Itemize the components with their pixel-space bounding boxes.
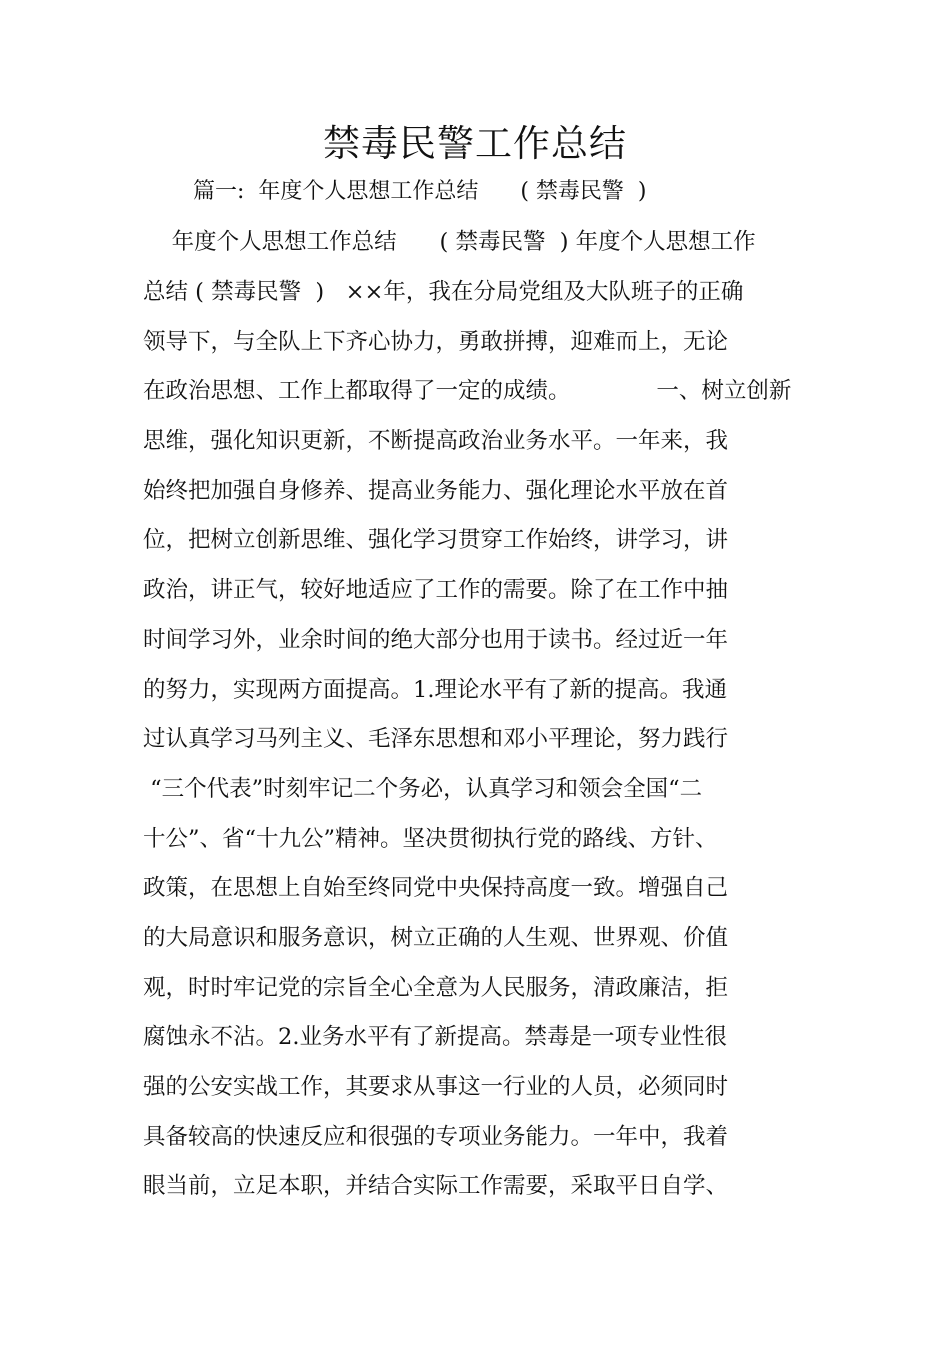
body-line: 强的公安实战工作，其要求从事这一行业的人员，必须同时: [143, 1074, 729, 1100]
body-line: 十公”、省“十九公”精神。坚决贯彻执行党的路线、方针、: [143, 826, 718, 852]
body-line: 始终把加强自身修养、提高业务能力、强化理论水平放在首: [143, 478, 729, 504]
body-line: 政策，在思想上自始至终同党中央保持高度一致。增强自己: [143, 875, 729, 901]
body-line: 眼当前，立足本职，并结合实际工作需要，采取平日自学、: [143, 1173, 729, 1199]
body-line: 政治，讲正气，较好地适应了工作的需要。除了在工作中抽: [143, 577, 729, 603]
body-line: 位，把树立创新思维、强化学习贯穿工作始终，讲学习，讲: [143, 527, 729, 553]
body-line: 观，时时牢记党的宗旨全心全意为人民服务，清政廉洁，拒: [143, 975, 729, 1001]
body-line: 思维，强化知识更新，不断提高政治业务水平。一年来，我: [143, 428, 729, 454]
body-line: 领导下，与全队上下齐心协力，勇敢拼搏，迎难而上，无论: [143, 329, 729, 355]
body-line: 过认真学习马列主义、毛泽东思想和邓小平理论，努力践行: [143, 726, 729, 752]
body-line: 腐蚀永不沾。2.业务水平有了新提高。禁毒是一项专业性很: [143, 1024, 727, 1050]
body-line: 年度个人思想工作总结 ( 禁毒民警 ) 年度个人思想工作: [143, 229, 756, 255]
document-subtitle: 篇一: 年度个人思想工作总结 ( 禁毒民警 ): [193, 179, 647, 204]
body-line: 的大局意识和服务意识，树立正确的人生观、世界观、价值: [143, 925, 729, 951]
body-line: 总结 ( 禁毒民警 ) ××年，我在分局党组及大队班子的正确: [143, 279, 744, 305]
body-line: 的努力，实现两方面提高。1.理论水平有了新的提高。我通: [143, 677, 727, 703]
body-line: 在政治思想、工作上都取得了一定的成绩。 一、树立创新: [143, 378, 792, 404]
body-line: 时间学习外，业余时间的绝大部分也用于读书。经过近一年: [143, 627, 729, 653]
document-title: 禁毒民警工作总结: [323, 122, 627, 165]
body-line: “三个代表”时刻牢记二个务必，认真学习和领会全国“二: [143, 776, 703, 802]
body-line: 具备较高的快速反应和很强的专项业务能力。一年中，我着: [143, 1124, 729, 1150]
